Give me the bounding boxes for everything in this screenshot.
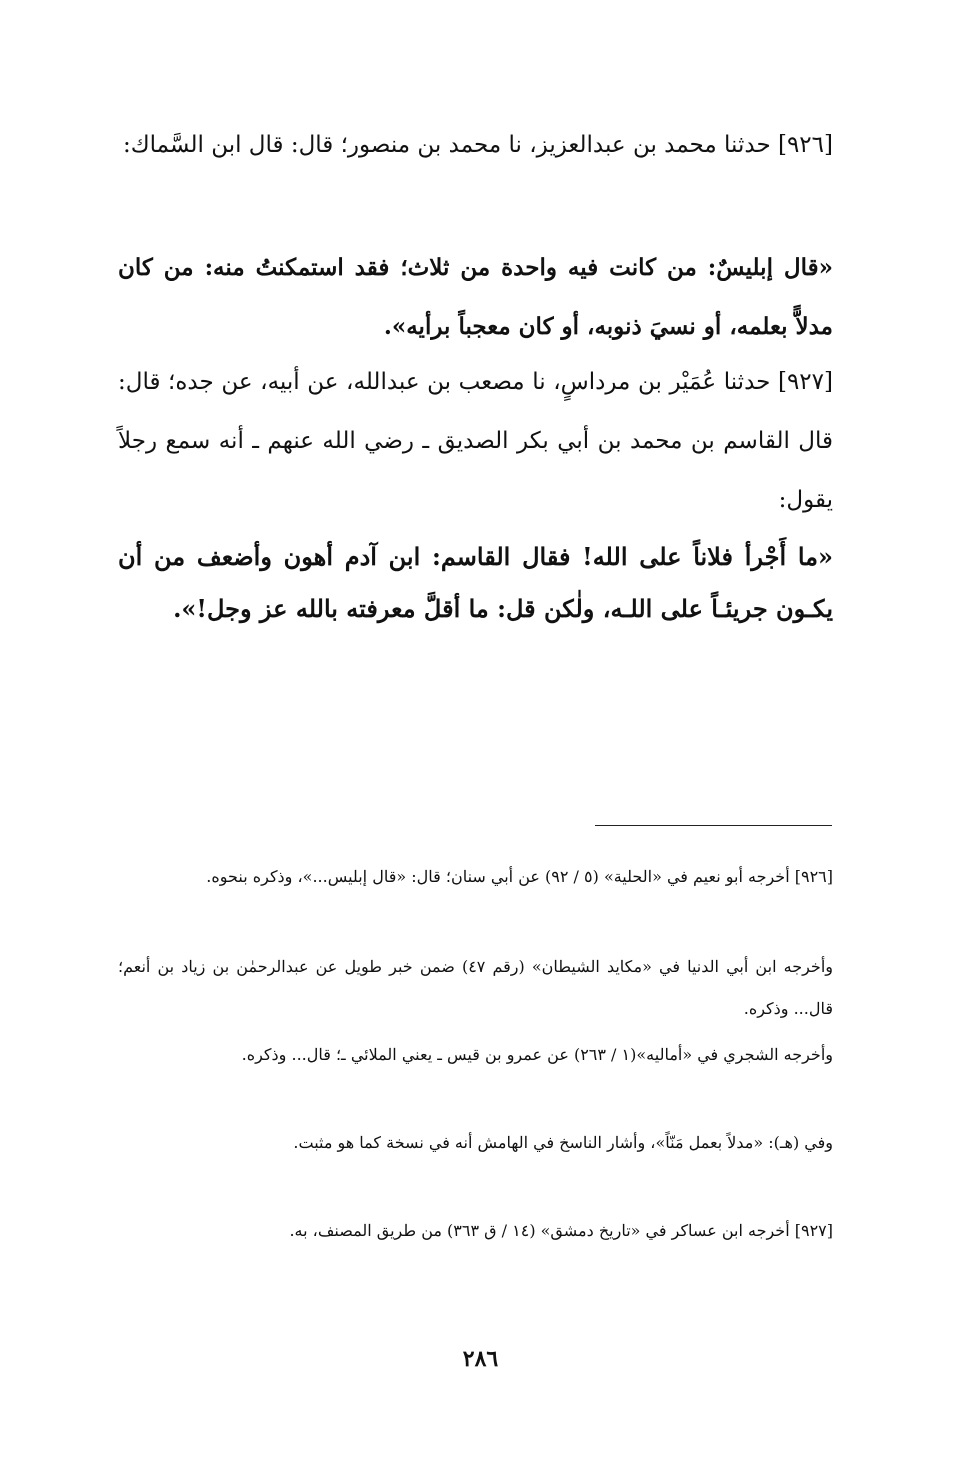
footnote-926-hilya: [٩٢٦] أخرجه أبو نعيم في «الحلية» (٥ / ٩٢) عن أبي سنان؛ قال: «قال إبليس...»، وذكره بنحوه. xyxy=(206,867,833,886)
footnote-926-makayid: وأخرجه ابن أبي الدنيا في «مكايد الشيطان» (رقم ٤٧) ضمن خبر طويل عن عبدالرحمٰن بن زياد بن أنعم؛ قال... وذكره. xyxy=(118,957,833,1018)
quote-927: «ما أَجْرأ فلاناً على الله! فقال القاسم: ابن آدم أهون وأضعف من أن يكـون جريئـاً على اللـه، ولٰكن قل: ما أقلَّ معرفته بالله عز وجل!». xyxy=(118,542,833,623)
footnote-927: [٩٢٧] أخرجه ابن عساكر في «تاريخ دمشق» (١٤ / ق ٣٦٣) من طريق المصنف، به. xyxy=(289,1221,833,1240)
footnote-separator xyxy=(595,825,832,826)
paragraph-927: [٩٢٧] حدثنا عُمَيْر بن مرداسٍ، نا مصعب بن عبدالله، عن أبيه، عن جده؛ قال: قال القاسم بن محمد بن أبي بكر الصديق ـ رضي الله عنهم ـ أنه سمع رجلاً يقول: xyxy=(118,369,833,513)
page-number: ٢٨٦ xyxy=(462,1346,499,1372)
quote-926: «قال إبليسٌ: من كانت فيه واحدة من ثلاث؛ فقد استمكنتُ منه: من كان مدلاًّ بعلمه، أو نسيَ ذنوبه، أو كان معجباً برأيه». xyxy=(118,254,833,340)
footnote-926-variant: وفي (هـ): «مدلاً بعمل مَنّاً»، وأشار الناسخ في الهامش أنه في نسخة كما هو مثبت. xyxy=(293,1133,833,1152)
footnote-926-amali: وأخرجه الشجري في «أماليه»(١ / ٢٦٣) عن عمرو بن قيس ـ يعني الملائي ـ؛ قال... وذكره. xyxy=(241,1045,833,1064)
paragraph-926: [٩٢٦] حدثنا محمد بن عبدالعزيز، نا محمد بن منصور؛ قال: قال ابن السَّماك: xyxy=(122,132,833,158)
